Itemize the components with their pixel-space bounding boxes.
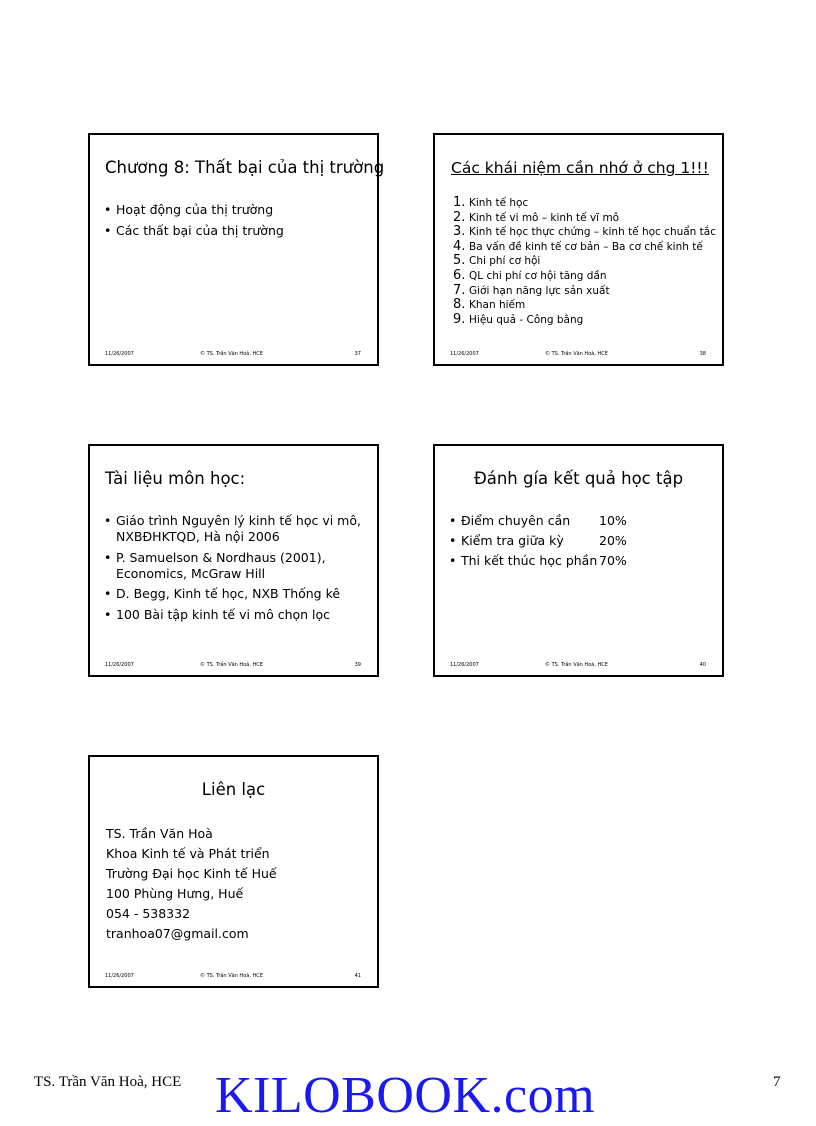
slide-39 <box>88 444 379 677</box>
item-number: 5. <box>453 253 466 269</box>
grading-label: Điểm chuyên cần <box>461 513 571 528</box>
item-text: Ba vấn đề kinh tế cơ bản – Ba cơ chế kinh tế <box>469 240 703 253</box>
bullet-item: • Các thất bại của thị trường <box>104 223 367 239</box>
contact-phone: 054 - 538332 <box>106 906 191 921</box>
grading-row <box>449 513 627 529</box>
list-item <box>453 225 716 240</box>
item-number: 1. <box>453 195 466 210</box>
slide-date: 11/26/2007 <box>105 351 134 357</box>
grading-label: Kiểm tra giữa kỳ <box>461 533 564 548</box>
slide-number: 38 <box>699 351 706 357</box>
slide-date: 11/26/2007 <box>450 351 479 357</box>
slide-37 <box>88 133 385 366</box>
slide-date: 11/26/2007 <box>105 662 134 668</box>
list-item <box>453 298 716 313</box>
slide-date: 11/26/2007 <box>105 973 134 979</box>
slide-38 <box>433 133 724 366</box>
item-text: Kinh tế vi mô – kinh tế vĩ mô <box>469 211 620 224</box>
slide-copyright: © TS. Trần Văn Hoà, HCE <box>200 351 263 357</box>
item-number: 3. <box>453 224 466 240</box>
list-item <box>453 269 716 284</box>
grading-weight: 20% <box>599 533 627 548</box>
list-item <box>453 254 716 269</box>
contact-department: Khoa Kinh tế và Phát triển <box>106 846 270 861</box>
slide-title: Chương 8: Thất bại của thị trường <box>105 158 385 177</box>
list-item <box>453 313 716 328</box>
item-text: Giới hạn năng lực sản xuất <box>469 284 610 297</box>
item-number: 4. <box>453 238 466 254</box>
grading-row <box>449 553 627 569</box>
page-number: 7 <box>773 1074 781 1090</box>
contact-address: 100 Phùng Hưng, Huế <box>106 886 244 901</box>
bullet-item: • Hoạt động của thị trường <box>104 202 367 218</box>
page-author: TS. Trần Văn Hoà, HCE <box>34 1074 182 1090</box>
item-number: 7. <box>453 282 466 298</box>
contact-block <box>106 824 277 944</box>
slide-copyright: © TS. Trần Văn Hoà, HCE <box>545 662 608 668</box>
slide-copyright: © TS. Trần Văn Hoà, HCE <box>545 351 608 357</box>
slide-41 <box>88 755 379 988</box>
item-number: 2. <box>453 209 466 225</box>
bullet-list <box>104 513 367 627</box>
slide-copyright: © TS. Trần Văn Hoà, HCE <box>200 662 263 668</box>
slide-copyright: © TS. Trần Văn Hoà, HCE <box>200 973 263 979</box>
contact-name: TS. Trần Văn Hoà <box>106 826 213 841</box>
slide-number: 41 <box>354 973 361 979</box>
slide-number: 37 <box>354 351 361 357</box>
slide-40 <box>433 444 724 677</box>
slide-title: Tài liệu môn học: <box>105 469 246 488</box>
bullet-item: • D. Begg, Kinh tế học, NXB Thống kê <box>104 586 367 602</box>
bullet-item: • Giáo trình Nguyên lý kinh tế học vi mô, NXBĐHKTQD, Hà nội 2006 <box>104 513 367 545</box>
list-item <box>453 240 716 255</box>
contact-university: Trường Đại học Kinh tế Huế <box>106 866 277 881</box>
grading-label: Thi kết thúc học phần <box>461 553 598 568</box>
item-number: 6. <box>453 267 466 283</box>
contact-email: tranhoa07@gmail.com <box>106 926 249 941</box>
item-text: Hiệu quả - Công bằng <box>469 313 584 326</box>
brand-watermark: KILOBOOK.com <box>215 1067 596 1124</box>
grading-weight: 10% <box>599 513 627 528</box>
list-item <box>453 284 716 299</box>
slide-date: 11/26/2007 <box>450 662 479 668</box>
item-number: 8. <box>453 297 466 313</box>
slide-title: Liên lạc <box>201 780 266 799</box>
grading-list <box>449 513 627 573</box>
item-text: Kinh tế học thực chứng – kinh tế học chuẩn tắc <box>469 226 717 239</box>
bullet-item: • P. Samuelson & Nordhaus (2001), Economics, McGraw Hill <box>104 550 367 582</box>
slide-number: 40 <box>699 662 706 668</box>
slide-number: 39 <box>354 662 361 668</box>
item-text: QL chi phí cơ hội tăng dần <box>469 269 607 282</box>
numbered-list <box>453 196 716 327</box>
item-number: 9. <box>453 311 466 327</box>
item-text: Khan hiếm <box>469 299 526 312</box>
bullet-item: • 100 Bài tập kinh tế vi mô chọn lọc <box>104 607 367 623</box>
list-item <box>453 196 716 211</box>
grading-row <box>449 533 627 549</box>
slide-title: Đánh gía kết quả học tập <box>473 469 684 488</box>
bullet-list <box>104 202 367 243</box>
item-text: Chi phí cơ hội <box>469 255 541 268</box>
list-item <box>453 211 716 226</box>
item-text: Kinh tế học <box>469 197 529 209</box>
slide-title: Các khái niệm cần nhớ ở chg 1!!! <box>451 159 709 177</box>
grading-weight: 70% <box>599 553 627 568</box>
